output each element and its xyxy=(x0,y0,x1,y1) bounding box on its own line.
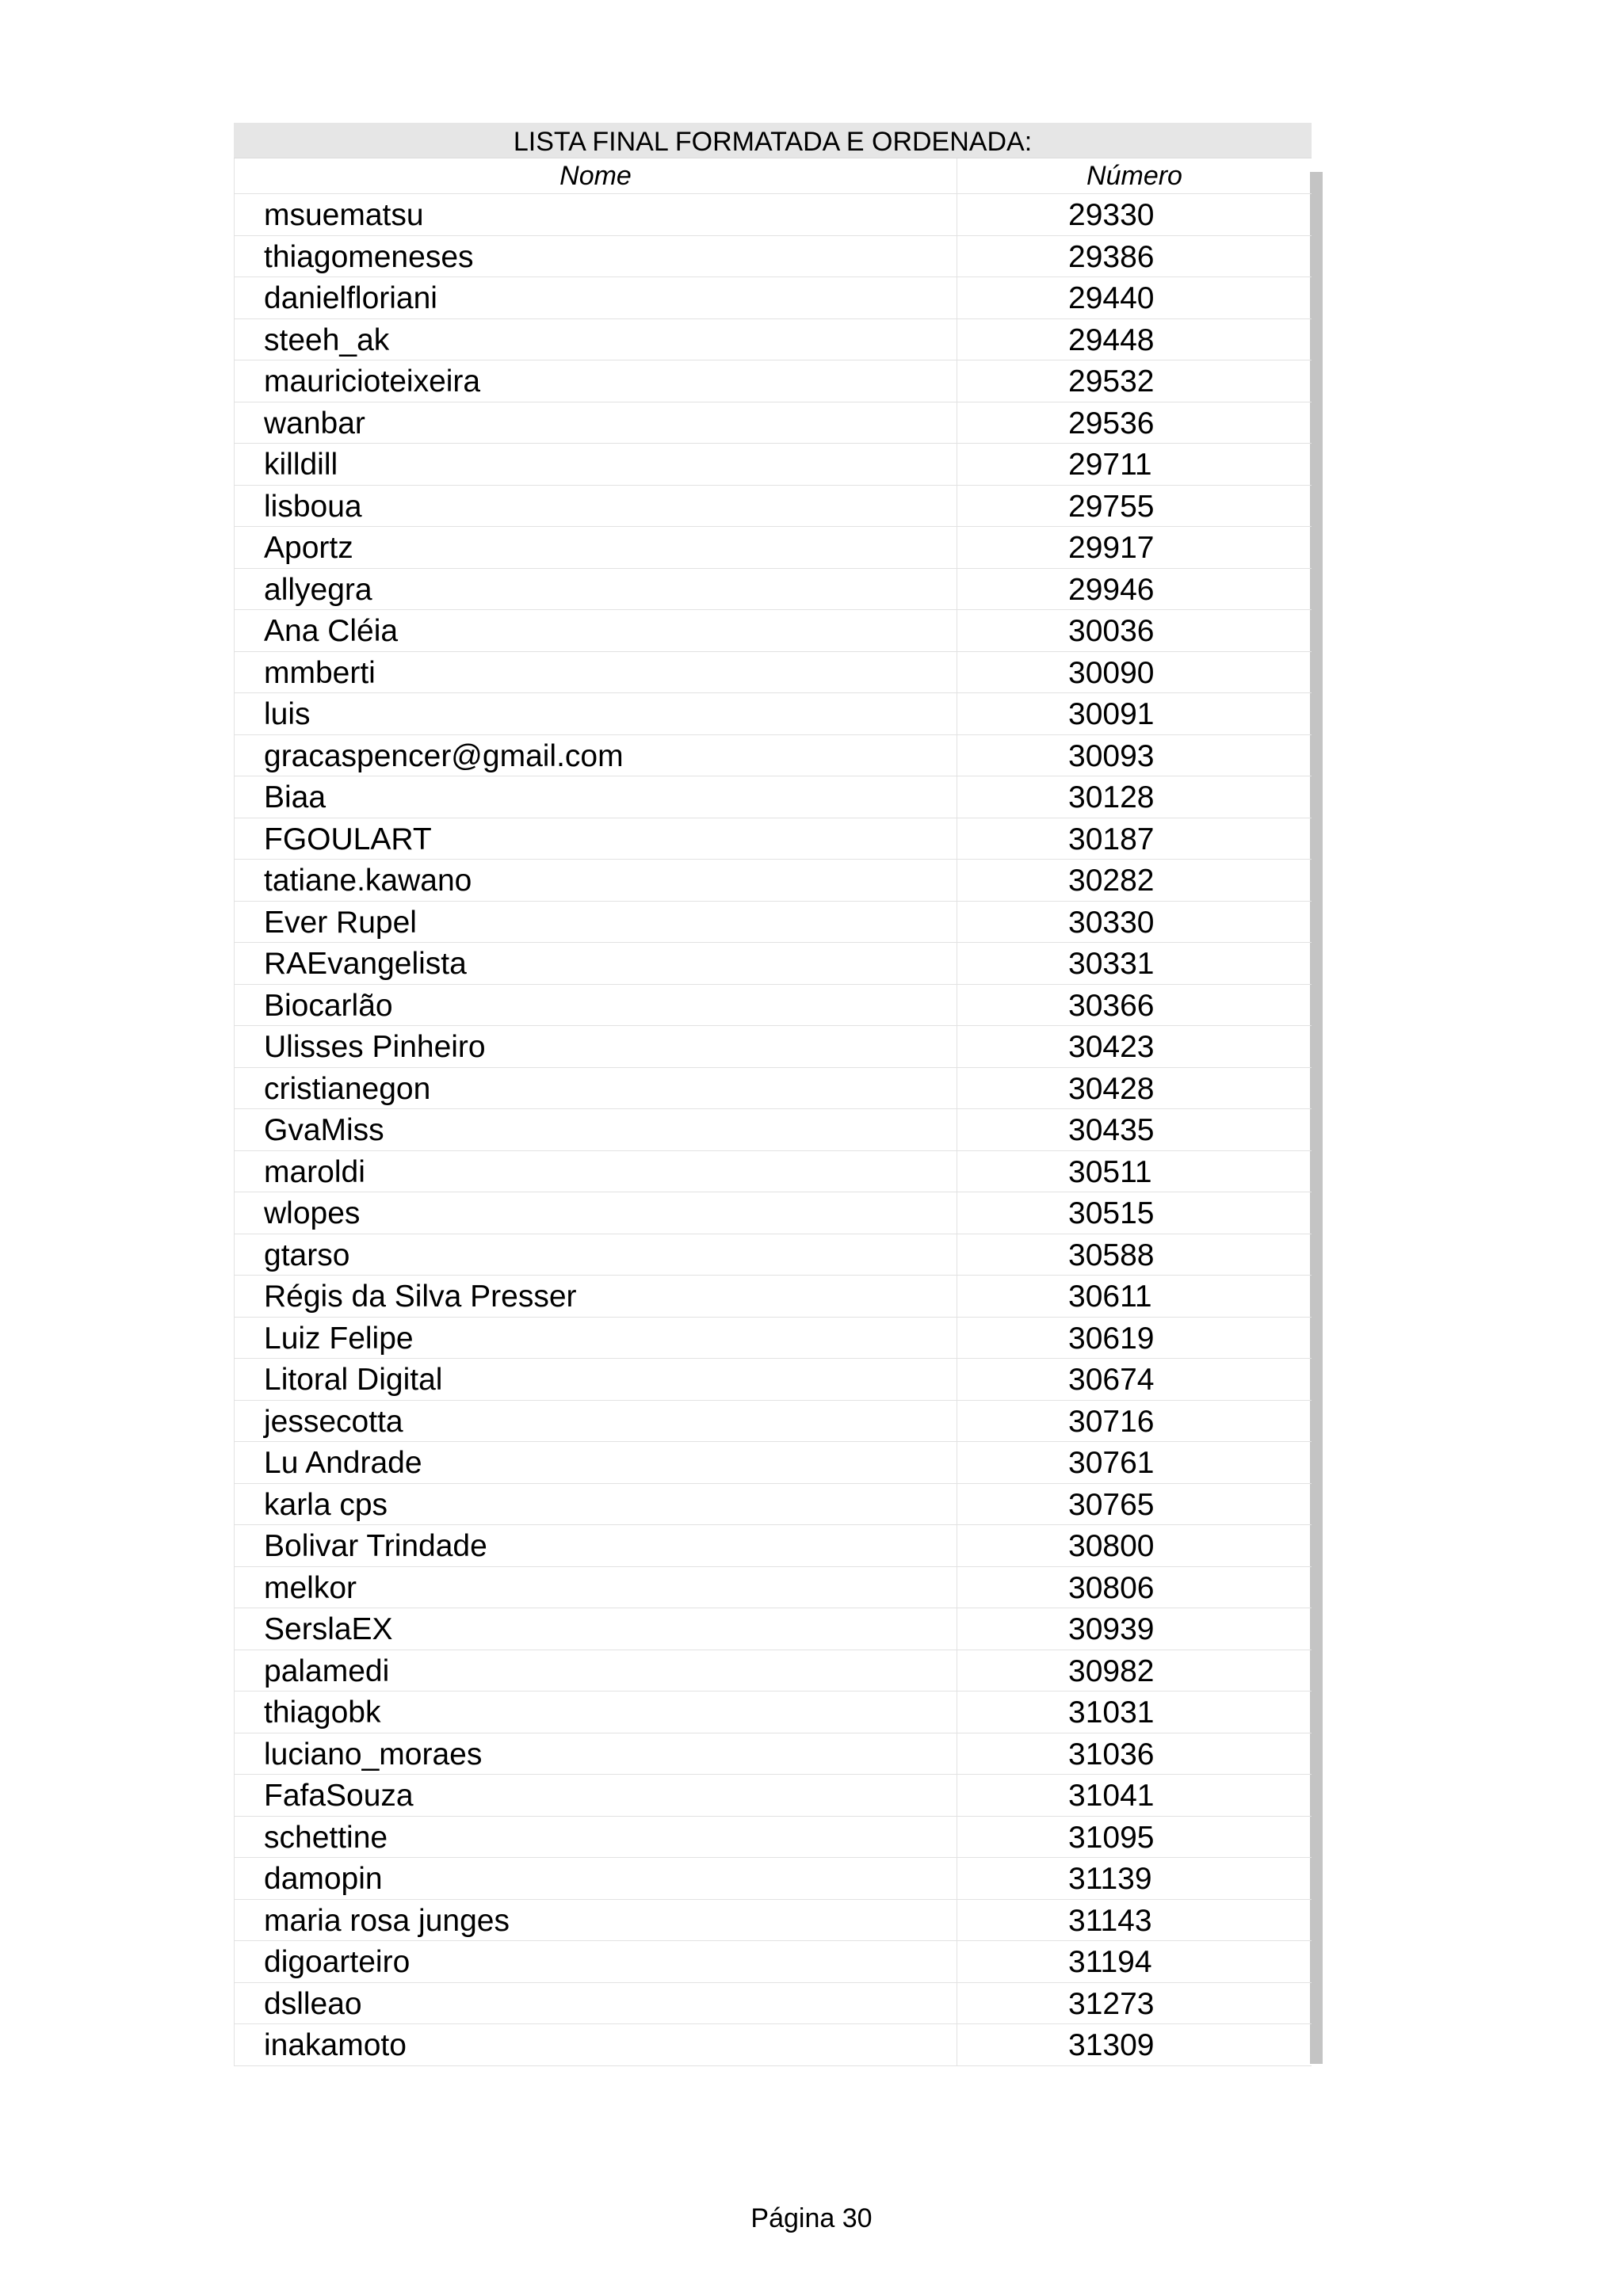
row-number-cell: 29536 xyxy=(1068,406,1155,441)
row-number-cell: 30611 xyxy=(1068,1280,1152,1314)
table-row xyxy=(234,693,1312,735)
row-name-cell: wlopes xyxy=(235,1192,957,1234)
row-number-cell: 30330 xyxy=(1068,905,1155,940)
table-row xyxy=(234,236,1312,278)
row-name-cell: jessecotta xyxy=(235,1401,957,1442)
row-number-cell: 30982 xyxy=(1068,1653,1155,1688)
table-row xyxy=(234,527,1312,569)
row-number-cell: 30366 xyxy=(1068,988,1155,1023)
row-name-cell: Biocarlão xyxy=(235,985,957,1026)
table-body xyxy=(234,194,1312,2066)
row-number-cell: 29755 xyxy=(1068,489,1155,524)
row-name-cell: Lu Andrade xyxy=(235,1442,957,1483)
row-number-cell: 29386 xyxy=(1068,239,1155,274)
row-number-cell: 31095 xyxy=(1068,1820,1155,1855)
table-row xyxy=(234,1567,1312,1609)
row-name-cell: FafaSouza xyxy=(235,1775,957,1816)
row-name-cell: Aportz xyxy=(235,527,957,568)
row-number-cell: 30128 xyxy=(1068,780,1155,814)
row-name-cell: luis xyxy=(235,693,957,734)
table-row xyxy=(234,1775,1312,1817)
row-number-cell: 30090 xyxy=(1068,655,1155,690)
row-name-cell: Bolivar Trindade xyxy=(235,1525,957,1566)
table-row xyxy=(234,1026,1312,1068)
table-row xyxy=(234,1608,1312,1650)
row-name-cell: Régis da Silva Presser xyxy=(235,1276,957,1317)
table-row xyxy=(234,1276,1312,1318)
table-row xyxy=(234,610,1312,652)
table-row xyxy=(234,360,1312,402)
row-name-cell: cristianegon xyxy=(235,1068,957,1109)
row-number-cell: 31139 xyxy=(1068,1862,1152,1896)
row-name-cell: digoarteiro xyxy=(235,1941,957,1982)
list-title: LISTA FINAL FORMATADA E ORDENADA: xyxy=(234,123,1312,158)
row-number-cell: 30716 xyxy=(1068,1404,1155,1439)
table-row xyxy=(234,2024,1312,2066)
row-number-cell: 30282 xyxy=(1068,864,1155,898)
table-row xyxy=(234,1525,1312,1567)
table-row xyxy=(234,1858,1312,1900)
row-name-cell: dslleao xyxy=(235,1983,957,2024)
page-number: Página 30 xyxy=(750,2203,873,2233)
row-number-cell: 29448 xyxy=(1068,322,1155,357)
row-number-cell: 30428 xyxy=(1068,1071,1155,1106)
row-name-cell: GvaMiss xyxy=(235,1109,957,1150)
row-name-cell: melkor xyxy=(235,1567,957,1608)
table-row xyxy=(234,1109,1312,1151)
table-row xyxy=(234,1192,1312,1234)
table-row xyxy=(234,776,1312,818)
row-name-cell: Ulisses Pinheiro xyxy=(235,1026,957,1067)
row-name-cell: gtarso xyxy=(235,1234,957,1276)
row-number-cell: 29711 xyxy=(1068,448,1152,482)
row-number-cell: 31041 xyxy=(1068,1779,1155,1813)
row-number-cell: 31036 xyxy=(1068,1737,1155,1772)
column-header-name: Nome xyxy=(235,158,957,193)
table-row xyxy=(234,1691,1312,1733)
row-name-cell: gracaspencer@gmail.com xyxy=(235,735,957,776)
table-row xyxy=(234,1318,1312,1360)
row-number-cell: 30619 xyxy=(1068,1321,1155,1356)
row-number-cell: 30765 xyxy=(1068,1487,1155,1522)
row-number-cell: 29532 xyxy=(1068,364,1155,399)
row-name-cell: wanbar xyxy=(235,402,957,444)
row-number-cell: 29330 xyxy=(1068,198,1155,232)
row-number-cell: 29440 xyxy=(1068,281,1155,315)
row-number-cell: 30331 xyxy=(1068,947,1155,981)
table-row xyxy=(234,652,1312,694)
row-name-cell: mmberti xyxy=(235,652,957,693)
column-header-row xyxy=(234,158,1312,194)
row-number-cell: 30939 xyxy=(1068,1612,1155,1646)
table-row xyxy=(234,277,1312,319)
column-header-number: Número xyxy=(1086,161,1182,191)
row-number-cell: 29946 xyxy=(1068,572,1155,607)
table-row xyxy=(234,444,1312,486)
row-name-cell: SerslaEX xyxy=(235,1608,957,1650)
table-row xyxy=(234,1941,1312,1983)
table-row xyxy=(234,1650,1312,1692)
table-row xyxy=(234,194,1312,236)
row-number-cell: 30036 xyxy=(1068,614,1155,648)
table-row xyxy=(234,735,1312,777)
table-row xyxy=(234,1234,1312,1276)
row-number-cell: 30511 xyxy=(1068,1154,1152,1189)
row-name-cell: inakamoto xyxy=(235,2024,957,2065)
row-name-cell: danielfloriani xyxy=(235,277,957,318)
table-row xyxy=(234,402,1312,444)
row-name-cell: Luiz Felipe xyxy=(235,1318,957,1359)
row-name-cell: thiagomeneses xyxy=(235,236,957,277)
row-number-cell: 30806 xyxy=(1068,1570,1155,1605)
row-name-cell: mauricioteixeira xyxy=(235,360,957,402)
row-name-cell: steeh_ak xyxy=(235,319,957,360)
table-row xyxy=(234,1733,1312,1775)
table-row xyxy=(234,486,1312,528)
row-name-cell: thiagobk xyxy=(235,1691,957,1733)
row-name-cell: damopin xyxy=(235,1858,957,1899)
row-name-cell: Ever Rupel xyxy=(235,902,957,943)
row-name-cell: tatiane.kawano xyxy=(235,860,957,901)
table-row xyxy=(234,902,1312,944)
row-number-cell: 31194 xyxy=(1068,1945,1152,1979)
row-name-cell: allyegra xyxy=(235,569,957,610)
table-row xyxy=(234,569,1312,611)
row-number-cell: 30423 xyxy=(1068,1030,1155,1064)
row-number-cell: 30435 xyxy=(1068,1113,1155,1147)
row-number-cell: 30515 xyxy=(1068,1196,1155,1230)
row-number-cell: 30187 xyxy=(1068,822,1155,856)
table-row xyxy=(234,860,1312,902)
row-number-cell: 30093 xyxy=(1068,738,1155,773)
table-row xyxy=(234,1359,1312,1401)
table-row xyxy=(234,943,1312,985)
row-name-cell: luciano_moraes xyxy=(235,1733,957,1775)
table-row xyxy=(234,1900,1312,1942)
table-row xyxy=(234,1068,1312,1110)
row-name-cell: Ana Cléia xyxy=(235,610,957,651)
row-number-cell: 30091 xyxy=(1068,697,1155,731)
row-number-cell: 30800 xyxy=(1068,1529,1155,1563)
row-number-cell: 30761 xyxy=(1068,1446,1155,1480)
row-name-cell: Biaa xyxy=(235,776,957,818)
row-number-cell: 31309 xyxy=(1068,2028,1155,2062)
row-number-cell: 31273 xyxy=(1068,1986,1155,2021)
row-name-cell: msuematsu xyxy=(235,194,957,235)
row-number-cell: 29917 xyxy=(1068,531,1155,565)
row-name-cell: maroldi xyxy=(235,1151,957,1192)
table-row xyxy=(234,1983,1312,2025)
row-name-cell: maria rosa junges xyxy=(235,1900,957,1941)
table-row xyxy=(234,1151,1312,1193)
table-row xyxy=(234,1817,1312,1859)
row-name-cell: schettine xyxy=(235,1817,957,1858)
table-row xyxy=(234,1442,1312,1484)
row-name-cell: lisboua xyxy=(235,486,957,527)
table-row xyxy=(234,985,1312,1027)
row-name-cell: karla cps xyxy=(235,1484,957,1525)
spreadsheet-table xyxy=(234,123,1312,2066)
row-number-cell: 31031 xyxy=(1068,1695,1155,1730)
row-name-cell: FGOULART xyxy=(235,818,957,860)
row-name-cell: RAEvangelista xyxy=(235,943,957,984)
row-number-cell: 30588 xyxy=(1068,1238,1155,1272)
row-number-cell: 31143 xyxy=(1068,1903,1152,1938)
row-name-cell: palamedi xyxy=(235,1650,957,1691)
row-name-cell: Litoral Digital xyxy=(235,1359,957,1400)
table-row xyxy=(234,1484,1312,1526)
row-number-cell: 30674 xyxy=(1068,1363,1155,1397)
table-shadow xyxy=(1310,172,1323,2064)
table-row xyxy=(234,1401,1312,1443)
table-row xyxy=(234,319,1312,361)
row-name-cell: killdill xyxy=(235,444,957,485)
table-row xyxy=(234,818,1312,860)
